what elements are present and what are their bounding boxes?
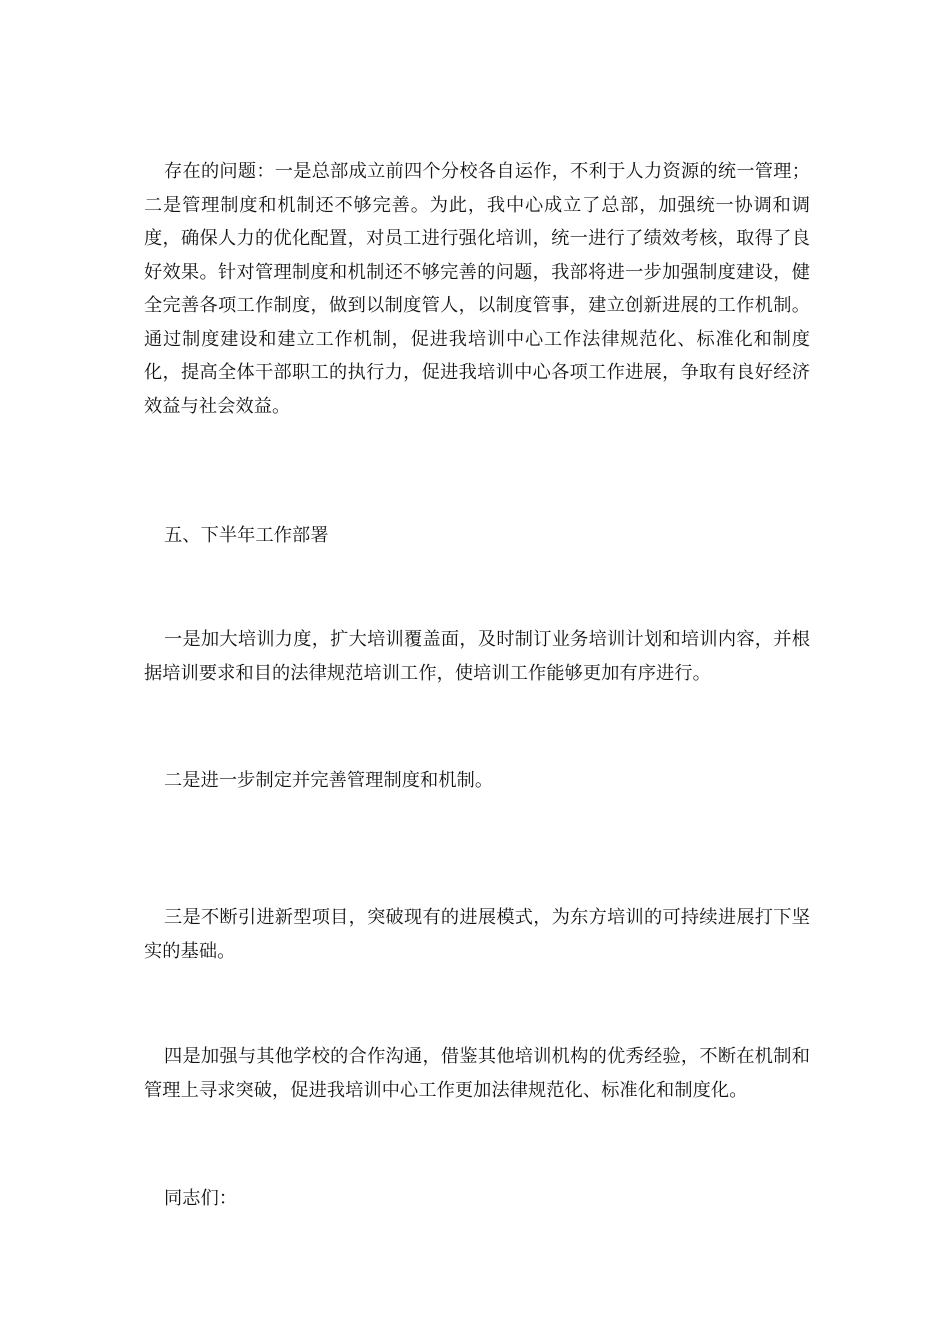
paragraph-item-three: 三是不断引进新型项目，突破现有的进展模式，为东方培训的可持续进展打下坚实的基础。 <box>144 907 810 962</box>
paragraph-item-two: 二是进一步制定并完善管理制度和机制。 <box>164 770 494 791</box>
paragraph-problems: 存在的问题：一是总部成立前四个分校各自运作，不利于人力资源的统一管理；二是管理制度和机制还不够完善。为此，我中心成立了总部，加强统一协调和调度，确保人力的优化配置，对员工进行强化培训，统一进行了绩效考核，取得了良好效果。针对管理制度和机制还不够完善的问题，我部将进一步加强制度建设，健全完善各项工作制度，做到以制度管人，以制度管事，建立创新进展的工作机制。通过制度建设和建立工作机制，促进我培训中心工作法律规范化、标准化和制度化，提高全体干部职工的执行力，促进我培训中心各项工作进展，争取有良好经济效益与社会效益。 <box>144 161 810 417</box>
section-heading-second-half-plan: 五、下半年工作部署 <box>164 525 329 546</box>
paragraph-item-one: 一是加大培训力度，扩大培训覆盖面，及时制订业务培训计划和培训内容，并根据培训要求和目的法律规范培训工作，使培训工作能够更加有序进行。 <box>144 629 810 684</box>
paragraph-item-four: 四是加强与其他学校的合作沟通，借鉴其他培训机构的优秀经验，不断在机制和管理上寻求突破，促进我培训中心工作更加法律规范化、标准化和制度化。 <box>144 1046 810 1101</box>
paragraph-greeting: 同志们： <box>164 1188 238 1209</box>
